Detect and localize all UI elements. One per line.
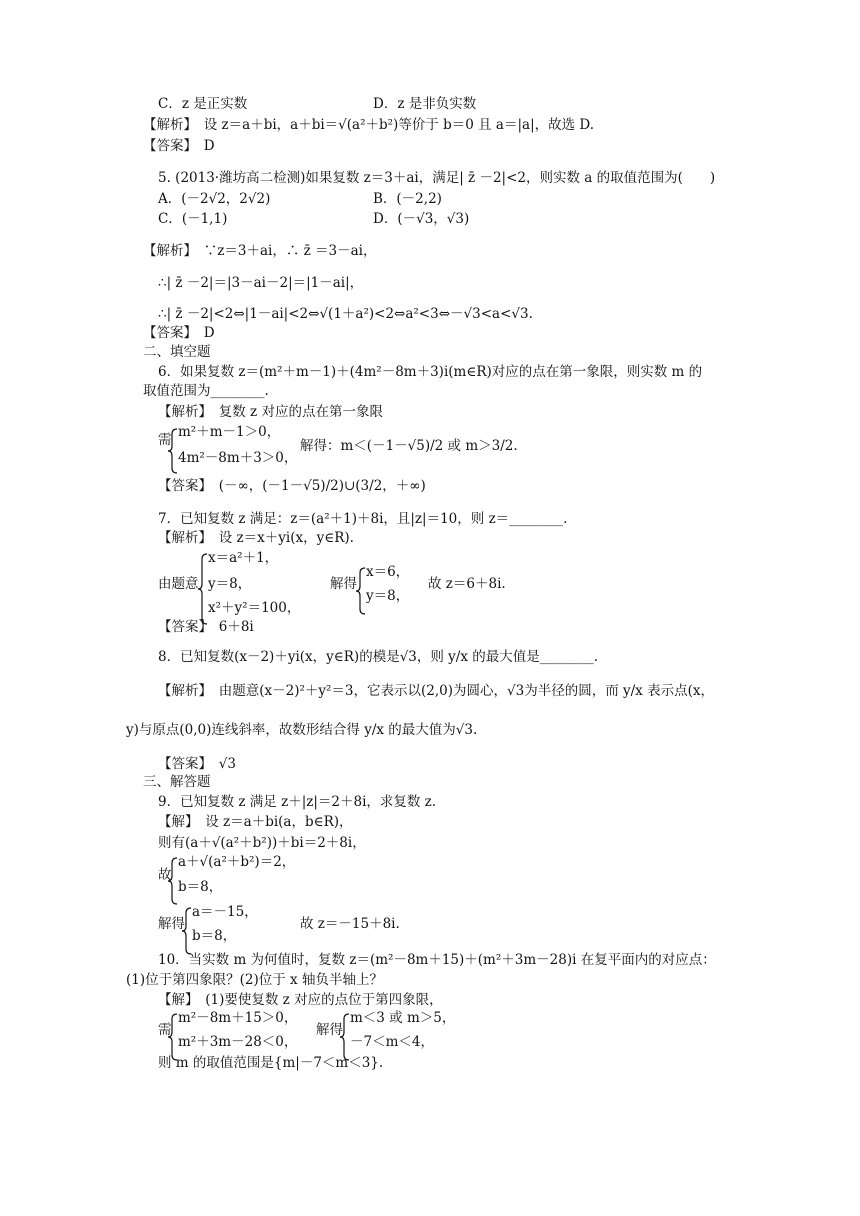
text-line: 【解析】 设 z＝x＋yi(x，y∈R). [158, 530, 354, 546]
text-line: ∴| z̄ －2|＝|3－ai－2|＝|1－ai|， [158, 275, 364, 291]
text-line: 【解析】 由题意(x－2)²＋y²＝3，它表示以(2,0)为圆心，√3为半径的圆，而 y/x 表示点(x， [158, 683, 714, 699]
text-line: 则有(a＋√(a²＋b²))＋bi＝2＋8i， [158, 835, 366, 851]
text-line: y＝8， [366, 588, 410, 604]
brace-mark [182, 907, 192, 955]
text-line: 【答案】 √3 [158, 756, 236, 772]
text-line: 7．已知复数 z 满足：z＝(a²＋1)＋8i，且|z|＝10，则 z＝________. [158, 511, 568, 527]
text-line: ∴| z̄ －2|<2⇔|1－ai|<2⇔√(1＋a²)<2⇔a²<3⇔－√3<a<√3. [158, 306, 533, 322]
text-line: 【解】 (1)要使复数 z 对应的点位于第四象限， [158, 992, 443, 1008]
text-line: C．z 是正实数 [158, 96, 248, 112]
text-line: 【答案】 D [143, 325, 215, 341]
text-line: 需 [158, 1022, 172, 1038]
text-line: 【答案】 6＋8i [158, 619, 254, 635]
text-line: m²＋3m－28＜0， [178, 1034, 298, 1050]
text-line: 取值范围为________. [143, 383, 269, 399]
text-line: 三、解答题 [143, 774, 211, 790]
text-line: m²－8m＋15＞0， [178, 1010, 298, 1026]
text-line: D．z 是非负实数 [373, 96, 477, 112]
text-line: 解得：m＜(－1－√5)/2 或 m＞3/2. [300, 438, 518, 454]
text-line: 【解析】 ∵z＝3＋ai，∴ z̄ ＝3－ai， [143, 243, 377, 259]
text-line: 【解析】 设 z＝a＋bi，a＋bi＝√(a²＋b²)等价于 b＝0 且 a＝|a|，故选 D. [143, 117, 595, 133]
text-line: 故 z＝6＋8i. [428, 576, 506, 592]
text-line: 解得 [158, 916, 185, 932]
text-line: 需 [158, 432, 172, 448]
text-line: 【解】 设 z＝a＋bi(a，b∈R)， [158, 814, 353, 830]
brace-mark [168, 1013, 178, 1061]
text-line: b＝8， [178, 879, 223, 895]
brace-mark [340, 1013, 350, 1061]
text-line: 故 [158, 867, 172, 883]
text-line: y)与原点(0,0)连线斜率，故数形结合得 y/x 的最大值为√3. [126, 722, 478, 738]
text-line: x²＋y²＝100， [208, 600, 301, 616]
text-line: m²＋m－1＞0， [178, 424, 281, 440]
text-line: a＋√(a²＋b²)＝2， [178, 854, 296, 870]
text-line: 8．已知复数(x－2)＋yi(x，y∈R)的模是√3，则 y/x 的最大值是________. [158, 649, 599, 665]
text-line: －7＜m＜4， [350, 1034, 434, 1050]
text-line: 4m²－8m＋3＞0， [178, 450, 298, 466]
text-line: y＝8， [208, 576, 252, 592]
text-line: 解得 [330, 576, 357, 592]
text-line: 10．当实数 m 为何值时，复数 z＝(m²－8m＋15)＋(m²＋3m－28)i 在复平面内的对应点： [158, 952, 716, 968]
text-line: a＝－15， [192, 904, 258, 920]
brace-mark [168, 857, 178, 905]
text-line: 二、填空题 [143, 344, 211, 360]
text-line: A．(－2√2，2√2) [158, 191, 271, 207]
text-line: D．(－√3，√3) [373, 211, 470, 227]
brace-mark [356, 567, 366, 615]
text-line: b＝8， [192, 928, 237, 944]
text-line: B．(－2,2) [373, 191, 442, 207]
text-line: (1)位于第四象限？(2)位于 x 轴负半轴上？ [126, 972, 383, 988]
text-line: x＝a²＋1， [208, 550, 279, 566]
brace-mark [168, 428, 178, 474]
text-line: x＝6， [366, 564, 410, 580]
text-line: 6．如果复数 z＝(m²＋m－1)＋(4m²－8m＋3)i(m∈R)对应的点在第一象限，则实数 m 的 [158, 364, 703, 380]
text-line: m＜3 或 m＞5， [350, 1010, 456, 1026]
brace-mark [198, 553, 208, 625]
text-line: 解得 [316, 1022, 343, 1038]
text-line: C．(－1,1) [158, 211, 228, 227]
text-line: 【解析】 复数 z 对应的点在第一象限 [158, 404, 383, 420]
text-line: 9．已知复数 z 满足 z＋|z|＝2＋8i，求复数 z. [158, 794, 437, 810]
text-line: 故 z＝－15＋8i. [300, 916, 400, 932]
text-line: 【答案】 D [143, 138, 215, 154]
text-line: 5. (2013·潍坊高二检测)如果复数 z＝3＋ai，满足| z̄ －2|<2，则实数 a 的取值范围为( ) [158, 170, 716, 186]
text-line: 【答案】 (－∞，(－1－√5)/2)∪(3/2，＋∞) [158, 478, 426, 494]
text-line: 由题意 [158, 576, 199, 592]
text-line: 则 m 的取值范围是{m|－7＜m＜3}. [158, 1055, 384, 1071]
